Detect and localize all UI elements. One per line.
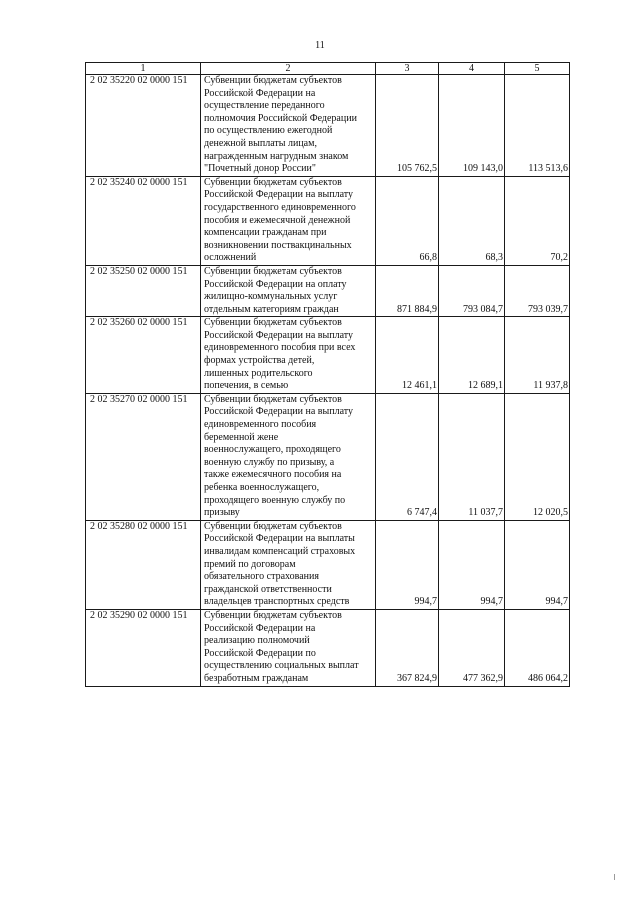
- description-line: осложнений: [204, 252, 257, 264]
- description-line: Субвенции бюджетам субъектов: [204, 75, 342, 86]
- description-line: государственного единовременного: [204, 201, 356, 213]
- table-row: [86, 317, 570, 394]
- budget-code-cell: 2 02 35290 02 0000 151: [86, 609, 201, 686]
- description-line: Субвенции бюджетам субъектов: [204, 265, 342, 277]
- description-cell: [201, 317, 376, 394]
- description-line: единовременного пособия: [204, 419, 317, 431]
- value-cell-col4: 12 689,1: [439, 317, 505, 394]
- description-line: лишенных родительского: [204, 367, 313, 379]
- description-line: осуществлению социальных выплат: [204, 660, 359, 672]
- value-cell-col3: 6 747,4: [376, 393, 439, 520]
- description-line: пособия и ежемесячной денежной: [204, 214, 351, 226]
- description-line: Субвенции бюджетам субъектов: [204, 176, 342, 188]
- budget-code-cell: 2 02 35280 02 0000 151: [86, 520, 201, 609]
- description-line: безработным гражданам: [204, 672, 309, 684]
- budget-code-cell: 2 02 35220 02 0000 151: [86, 75, 201, 177]
- description-line: Российской Федерации на оплату: [204, 278, 347, 290]
- scan-mark: [614, 874, 615, 880]
- description-line: инвалидам компенсаций страховых: [204, 545, 356, 557]
- description-line: денежной выплаты лицам,: [204, 137, 317, 149]
- table-row: [86, 393, 570, 520]
- table-header: [86, 63, 570, 75]
- description-line: также ежемесячного пособия на: [204, 469, 342, 481]
- value-cell-col5: 793 039,7: [505, 265, 570, 316]
- value-cell-col5: 70,2: [505, 176, 570, 265]
- description-line: Российской Федерации на выплату: [204, 329, 353, 341]
- column-header-5: 5: [505, 63, 570, 75]
- description-line: ребенка военнослужащего,: [204, 482, 320, 493]
- description-cell: [201, 265, 376, 316]
- table-row: [86, 265, 570, 316]
- description-line: проходящего военную службу по: [204, 494, 346, 506]
- column-header-4: 4: [439, 63, 505, 75]
- description-line: Российской Федерации на выплату: [204, 406, 353, 418]
- description-line: единовременного пособия при всех: [204, 342, 356, 354]
- value-cell-col3: 871 884,9: [376, 265, 439, 316]
- description-line: Субвенции бюджетам субъектов: [204, 393, 342, 405]
- description-line: попечения, в семью: [204, 380, 289, 392]
- value-cell-col5: 486 064,2: [505, 609, 570, 686]
- page-number: 11: [315, 40, 325, 51]
- description-line: осуществление переданного: [204, 100, 325, 112]
- description-line: призыву: [204, 507, 240, 519]
- value-cell-col3: 105 762,5: [376, 75, 439, 177]
- description-cell: [201, 609, 376, 686]
- description-line: Российской Федерации на: [204, 622, 316, 634]
- description-line: возникновении поствакцинальных: [204, 239, 352, 251]
- column-header-3: 3: [376, 63, 439, 75]
- description-line: компенсации гражданам при: [204, 227, 327, 239]
- column-header-2: 2: [201, 63, 376, 75]
- description-line: Российской Федерации на: [204, 87, 316, 99]
- value-cell-col4: 11 037,7: [439, 393, 505, 520]
- table-row: [86, 520, 570, 609]
- description-line: владельцев транспортных средств: [204, 596, 350, 608]
- description-cell: [201, 75, 376, 177]
- value-cell-col4: 994,7: [439, 520, 505, 609]
- value-cell-col5: 113 513,6: [505, 75, 570, 177]
- description-line: военную службу по призыву, а: [204, 456, 335, 468]
- description-cell: [201, 393, 376, 520]
- value-cell-col3: 367 824,9: [376, 609, 439, 686]
- description-line: жилищно-коммунальных услуг: [204, 291, 338, 303]
- value-cell-col3: 12 461,1: [376, 317, 439, 394]
- value-cell-col4: 68,3: [439, 176, 505, 265]
- column-header-1: 1: [86, 63, 201, 75]
- description-line: Российской Федерации на выплаты: [204, 533, 355, 545]
- description-line: награжденным нагрудным знаком: [204, 150, 349, 162]
- description-line: беременной жене: [204, 431, 279, 443]
- budget-code-cell: 2 02 35240 02 0000 151: [86, 176, 201, 265]
- budget-code-cell: 2 02 35260 02 0000 151: [86, 317, 201, 394]
- description-line: Субвенции бюджетам субъектов: [204, 609, 342, 621]
- budget-code-cell: 2 02 35270 02 0000 151: [86, 393, 201, 520]
- value-cell-col5: 12 020,5: [505, 393, 570, 520]
- description-line: Субвенции бюджетам субъектов: [204, 317, 342, 329]
- description-line: по осуществлению ежегодной: [204, 125, 333, 137]
- value-cell-col5: 994,7: [505, 520, 570, 609]
- value-cell-col3: 994,7: [376, 520, 439, 609]
- table-row: [86, 75, 570, 177]
- description-line: премий по договорам: [204, 558, 296, 570]
- value-cell-col5: 11 937,8: [505, 317, 570, 394]
- header-row: [86, 63, 570, 75]
- description-line: Субвенции бюджетам субъектов: [204, 520, 342, 532]
- description-line: полномочия Российской Федерации: [204, 112, 357, 124]
- budget-code-cell: 2 02 35250 02 0000 151: [86, 265, 201, 316]
- description-line: реализацию полномочий: [204, 635, 310, 647]
- value-cell-col3: 66,8: [376, 176, 439, 265]
- description-line: Российской Федерации по: [204, 647, 316, 659]
- table-row: [86, 609, 570, 686]
- table-body: [86, 75, 570, 687]
- description-line: военнослужащего, проходящего: [204, 444, 341, 456]
- description-line: обязательного страхования: [204, 571, 319, 583]
- value-cell-col4: 793 084,7: [439, 265, 505, 316]
- budget-table: [85, 62, 570, 687]
- description-line: формах устройства детей,: [204, 355, 315, 367]
- description-line: отдельным категориям граждан: [204, 303, 339, 315]
- value-cell-col4: 109 143,0: [439, 75, 505, 177]
- description-line: гражданской ответственности: [204, 583, 332, 595]
- description-line: Российской Федерации на выплату: [204, 189, 353, 201]
- description-cell: [201, 176, 376, 265]
- table-row: [86, 176, 570, 265]
- value-cell-col4: 477 362,9: [439, 609, 505, 686]
- description-cell: [201, 520, 376, 609]
- description-line: "Почетный донор России": [204, 163, 316, 175]
